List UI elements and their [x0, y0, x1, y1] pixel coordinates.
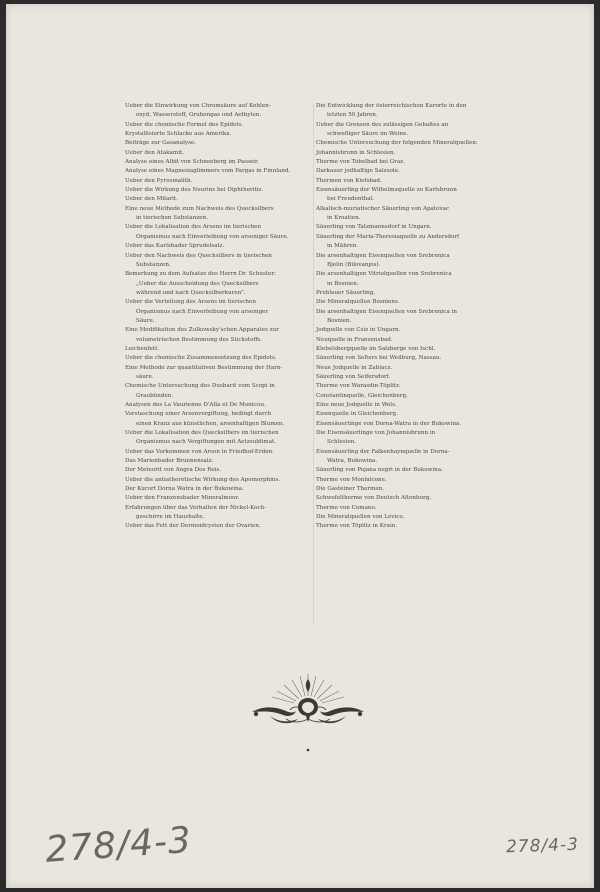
entry-continuation-line: „Ueber die Ausscheidung des Quecksilbers — [136, 280, 259, 287]
publication-entry — [316, 354, 496, 363]
entry-continuation-line: bei Freudenthal. — [327, 196, 375, 203]
entry-title-line: Krystallisierte Schlacke aus Amerika. — [125, 131, 232, 138]
publication-entry — [125, 167, 308, 176]
publication-entry — [316, 504, 496, 513]
publication-entry — [316, 522, 496, 531]
entry-title-line: Therme von Tobelbad bei Graz. — [316, 159, 405, 166]
publication-entry — [316, 476, 496, 485]
entry-title-line: Analyse eines Magnesiaglimmers vom Pargas in Finnland. — [125, 168, 291, 175]
publication-entry — [316, 205, 496, 224]
entry-continuation-line: Graubünden. — [136, 392, 174, 399]
document-page — [6, 4, 594, 888]
publication-entry — [316, 326, 496, 335]
publication-entry — [316, 223, 496, 232]
publication-entry — [125, 485, 308, 494]
publication-entry — [125, 298, 308, 326]
publication-entry — [316, 364, 496, 373]
publication-entry — [125, 139, 308, 148]
publication-entry — [125, 130, 308, 139]
publication-entry — [125, 149, 308, 158]
publication-entry — [316, 429, 496, 448]
entry-title-line: Beiträge zur Gasanalyse. — [125, 140, 196, 147]
entry-title-line: Eisensäuerling der Wilhelmsquelle zu Karlsbrunn — [316, 187, 457, 194]
entry-title-line: Ueber die chemische Formel des Epidots. — [125, 121, 244, 128]
entry-title-line: Die arsenhaltigen Vitriolquellen von Srebrenica — [316, 271, 452, 278]
publication-entry — [316, 420, 496, 429]
publication-entry — [316, 401, 496, 410]
entry-continuation-line: Bjelin (Bilovanjos). — [327, 261, 381, 268]
entry-continuation-line: Substanzen. — [136, 261, 171, 268]
entry-title-line: Säuerling von Seifersdorf. — [316, 373, 391, 380]
publication-entry — [316, 494, 496, 503]
entry-title-line: Analysen des La Vaurienne D'Alla et De Montcou. — [125, 402, 266, 408]
entry-continuation-line: Säure. — [136, 317, 155, 324]
publication-entry — [316, 336, 496, 345]
entry-title-line: Ueber die Einwirkung von Chromsäure auf Kohlen- — [125, 103, 271, 109]
publication-entry — [316, 392, 496, 401]
publication-entry — [125, 457, 308, 466]
entry-title-line: Die Mineralquellen von Levico. — [316, 514, 405, 521]
entry-title-line: Eine neue Jodquelle in Wels. — [316, 402, 397, 408]
entry-title-line: Ueber die Lokalisation des Quecksilbers im tierischen — [125, 430, 279, 437]
publication-entry — [125, 326, 308, 345]
entry-continuation-line: letzten 50 Jahren. — [327, 112, 378, 119]
publication-entry — [125, 429, 308, 448]
publication-entry — [316, 410, 496, 419]
entry-title-line: Jodquelle von Csiz in Ungarn. — [316, 327, 401, 334]
entry-continuation-line: Organismus nach Einverleibung von arseniger Säure. — [136, 233, 289, 240]
publication-entry — [316, 158, 496, 167]
entry-title-line: Ueber das Karlsbader Sprudelsalz. — [125, 243, 225, 250]
entry-continuation-line: Bosnien. — [327, 317, 352, 324]
publication-entry — [125, 102, 308, 121]
publication-entry — [125, 158, 308, 167]
column-gutter — [313, 104, 314, 624]
entry-title-line: Die Mineralquellen Bosniens. — [316, 299, 400, 306]
entry-title-line: Eisensäuerling der Falkenhaynquelle in Dorna- — [316, 448, 450, 455]
entry-title-line: Constantinquelle, Gleichenberg. — [316, 392, 408, 399]
entry-title-line: Alkalisch-muriatischer Säuerling von Apatovac — [316, 205, 450, 212]
entry-title-line: Therme von Warasdin-Töplitz. — [316, 383, 401, 390]
entry-title-line: Eisensäuerlinge von Dorna-Watra in der Bukowina. — [316, 420, 462, 427]
publication-entry — [316, 167, 496, 176]
entry-continuation-line: Organismus nach Einverleibung von arseniger — [136, 308, 269, 315]
entry-title-line: Johannisbrunn in Schlesien. — [316, 149, 396, 156]
publication-entry — [316, 270, 496, 289]
entry-continuation-line: volumetrischen Bestimmung des Stickstoffs. — [136, 336, 263, 343]
entry-title-line: Eisenquelle in Gleichenberg. — [316, 411, 398, 418]
entry-continuation-line: Organismus nach Vergiftungen mit Aetzsublimat. — [136, 439, 277, 446]
publication-entry — [316, 121, 496, 140]
ornament-vignette — [250, 672, 366, 756]
publication-entry — [125, 186, 308, 195]
publication-entry — [125, 121, 308, 130]
entry-title-line: Das Marienbader Brunnensalz. — [125, 458, 214, 465]
entry-title-line: Thermen von Kiefsbad. — [316, 177, 382, 184]
publication-entry — [125, 223, 308, 242]
entry-title-line: Eine Modifikation des Zulkowsky'schen Apparates zur — [125, 327, 279, 334]
publication-entry — [316, 102, 496, 121]
publication-entry — [316, 186, 496, 205]
entry-title-line: Ueber das Vorkommen von Arsen in Friedhof-Erden. — [125, 448, 274, 455]
entry-title-line: Die Gasteiner Thermen. — [316, 486, 385, 493]
entry-continuation-line: Schlesien. — [327, 439, 357, 446]
publication-entry — [125, 345, 308, 354]
entry-title-line: Ueber das Fett der Dermoidcysten der Ovarien. — [125, 523, 261, 530]
entry-title-line: Ueber die antiatheretische Wirkung des Apomorphins. — [125, 476, 281, 483]
publication-entry — [125, 522, 308, 531]
publication-entry — [125, 242, 308, 251]
entry-title-line: Klebelsbergquelle im Salzberge von Ischl. — [316, 345, 436, 352]
publication-entry — [316, 345, 496, 354]
left-column — [125, 102, 308, 532]
entry-title-line: Chemische Untersuchung des Dusbarit vom Scopi in — [125, 383, 275, 390]
publication-entry — [316, 149, 496, 158]
entry-continuation-line: Watra, Bukowina. — [327, 458, 378, 465]
publication-entry — [125, 504, 308, 523]
publication-entry — [316, 466, 496, 475]
publication-entry — [125, 448, 308, 457]
publication-entry — [125, 205, 308, 224]
publication-entry — [316, 373, 496, 382]
entry-title-line: Ueber die Grenzen des zulässigen Gehaltes an — [316, 121, 449, 128]
entry-title-line: Vorstaschung einer Arsenvergiftung, bedingt durch — [125, 411, 272, 418]
publication-entry — [125, 177, 308, 186]
entry-title-line: Ueber die Wirkung des Neurins bei Diphtheritis. — [125, 187, 264, 194]
publication-entry — [316, 298, 496, 307]
entry-continuation-line: während und nach Quecksilberkuren". — [136, 289, 246, 296]
entry-title-line: Ueber den Franzensbader Mineralmoor. — [125, 495, 240, 502]
entry-title-line: Ueber den Nachweis des Quecksilbers in tierischen — [125, 252, 272, 259]
publication-entry — [125, 195, 308, 204]
entry-title-line: Ueber den Pyrosmalith. — [125, 177, 193, 184]
publication-entry — [125, 382, 308, 401]
entry-title-line: Ueber die chemische Zusammensetzung des Epidots. — [125, 355, 277, 362]
entry-title-line: Die Entwicklung der österreichischen Kurorte in den — [316, 103, 467, 109]
entry-continuation-line: einen Kranz aus künstlichen, arsenhaltigen Blumen. — [136, 420, 285, 427]
entry-title-line: Therme von Comano. — [316, 504, 377, 511]
publication-entry — [125, 401, 308, 410]
entry-title-line: Die Eisensäuerlinge von Johannisbrunn in — [316, 430, 436, 437]
publication-entry — [316, 382, 496, 391]
entry-title-line: Eine neue Methode zum Nachweis des Quecksilbers — [125, 205, 274, 212]
publication-entry — [316, 308, 496, 327]
entry-title-line: Säuerling von Pojana negri in der Bukowina. — [316, 467, 443, 474]
publication-entry — [125, 354, 308, 363]
entry-title-line: Neue Jodquelle in Zablacz. — [316, 364, 393, 371]
entry-continuation-line: in Mähren. — [327, 243, 359, 250]
handwritten-accession-number: 278/4-3 — [44, 819, 194, 871]
publication-entry — [125, 476, 308, 485]
entry-continuation-line: in Kroatien. — [327, 215, 361, 222]
publication-entry — [125, 466, 308, 475]
entry-continuation-line: in tierischen Substanzen. — [136, 215, 208, 222]
entry-continuation-line: säure. — [136, 373, 154, 380]
entry-title-line: Säuerling von Selters bei Weilburg, Nassau. — [316, 355, 442, 362]
entry-continuation-line: oxyd, Wasserstoff, Grubengas und Aethylen. — [136, 112, 262, 119]
publication-entry — [316, 139, 496, 148]
publication-entry — [125, 364, 308, 383]
publication-entry — [125, 270, 308, 298]
entry-title-line: Eine Methode zur quantitativen Bestimmung der Harn- — [125, 364, 283, 371]
publication-entry — [125, 494, 308, 503]
publication-entry — [316, 252, 496, 271]
publication-entry — [125, 252, 308, 271]
entry-title-line: Therme von Monfalcone. — [316, 476, 387, 483]
entry-title-line: Säuerling von Tatzmannsdorf in Ungarn. — [316, 224, 432, 231]
entry-title-line: Darkauer jodhaltige Salzsole. — [316, 168, 400, 175]
publication-entry — [316, 233, 496, 252]
entry-title-line: Leichenfett. — [125, 345, 160, 352]
entry-title-line: Ueber den Atakamit. — [125, 149, 185, 156]
entry-continuation-line: in Bosnien. — [327, 280, 359, 287]
handwritten-accession-number-small: 278/4-3 — [505, 834, 580, 858]
publication-entry — [125, 410, 308, 429]
entry-title-line: Erfahrungen über das Verhalten der Nickel-Koch- — [125, 504, 267, 511]
entry-continuation-line: schwefliger Säure im Weine. — [327, 131, 409, 138]
entry-title-line: Bemerkung zu dem Aufsatze des Herrn Dr. Schuster: — [125, 271, 276, 278]
publication-entry — [316, 513, 496, 522]
entry-title-line: Säuerling der Maria-Theresiaquelle zu Andersdorf — [316, 233, 460, 240]
entry-title-line: Die arsenhaltigen Eisenquellen von Srebrenica — [316, 252, 450, 259]
entry-title-line: Neuquelle in Franzensbad. — [316, 336, 393, 343]
publication-entry — [316, 448, 496, 467]
entry-continuation-line: geschirre im Haushalte. — [136, 514, 205, 521]
entry-title-line: Preblauer Säuerling. — [316, 289, 376, 296]
entry-title-line: Die arsenhaltigen Eisenquellen von Srebrenica in — [316, 308, 457, 315]
right-column — [316, 102, 496, 532]
entry-title-line: Der Meteorit von Angra Dos Reis. — [125, 467, 222, 474]
entry-title-line: Analyse eines Albit von Schneeberg im Passeir. — [125, 159, 259, 166]
entry-title-line: Ueber den Milarit. — [125, 196, 178, 203]
entry-title-line: Ueber die Verteilung des Arsens im tierischen — [125, 299, 256, 306]
entry-title-line: Therme von Töplitz in Krain. — [316, 523, 398, 530]
entry-title-line: Ueber die Lokalisation des Arsens im tierischen — [125, 224, 262, 231]
publication-entry — [316, 177, 496, 186]
entry-title-line: Chemische Untersuchung der folgenden Mineralquellen: — [316, 140, 478, 147]
publication-entry — [316, 289, 496, 298]
entry-title-line: Der Kurort Dorna Watra in der Bukowina. — [125, 486, 244, 493]
publication-entry — [316, 485, 496, 494]
entry-title-line: Schwefeltherme von Deutsch Altenburg. — [316, 495, 432, 502]
